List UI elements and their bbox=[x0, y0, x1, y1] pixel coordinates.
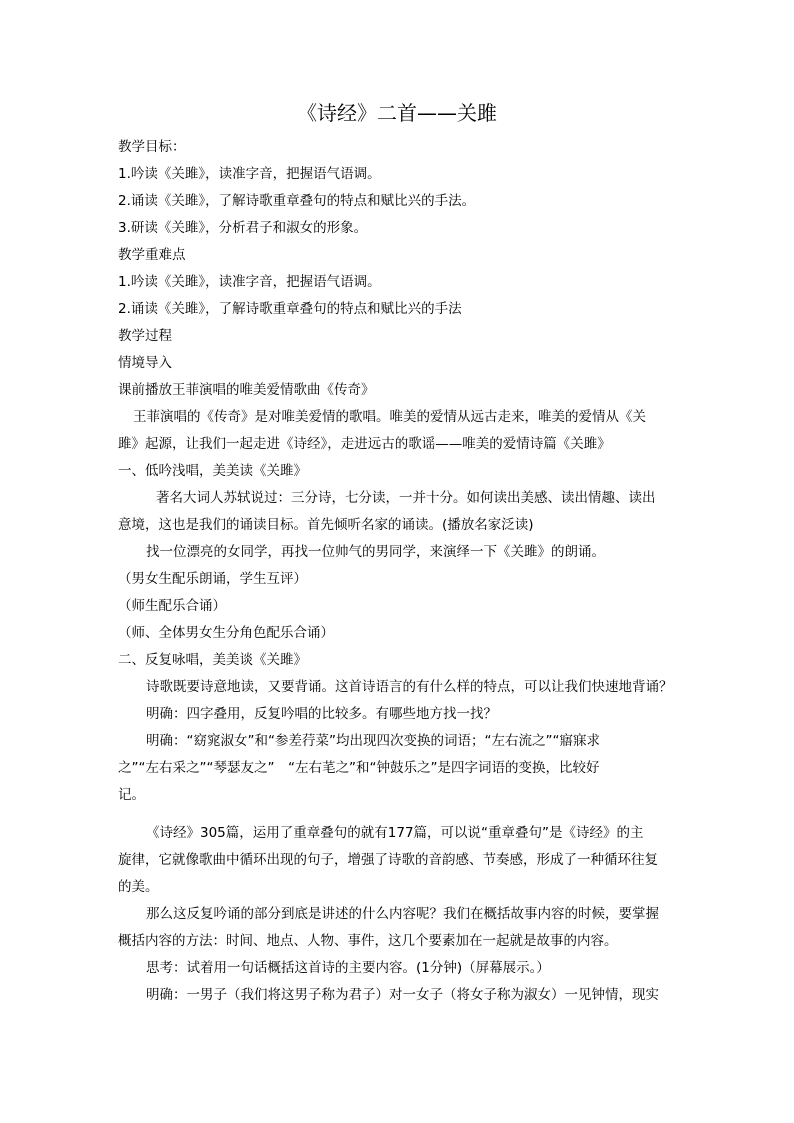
difficulty-item-2: 2.诵读《关雎》，了解诗歌重章叠句的特点和赋比兴的手法 bbox=[118, 301, 462, 317]
paragraph-line: 旋律，它就像歌曲中循环出现的句子，增强了诗歌的音韵感、节奏感，形成了一种循环往复 bbox=[118, 852, 658, 868]
heading-key-difficulties: 教学重难点 bbox=[118, 247, 186, 263]
paragraph-line: 明确：四字叠用，反复吟唱的比较多。有哪些地方找一找？ bbox=[146, 706, 497, 722]
paragraph-line: 诗歌既要诗意地读，又要背诵。这首诗语言的有什么样的特点，可以让我们快速地背诵？ bbox=[146, 679, 673, 695]
paragraph-line: 著名大词人苏轼说过：三分诗，七分读，一并十分。如何读出美感、读出情趣、读出 bbox=[156, 490, 656, 506]
difficulty-item-1: 1.吟读《关雎》，读准字音，把握语气语调。 bbox=[118, 274, 381, 290]
goal-item-3: 3.研读《关雎》，分析君子和淑女的形象。 bbox=[118, 220, 368, 236]
paragraph-line: （师生配乐合诵） bbox=[118, 598, 226, 614]
paragraph-line: 明确：一男子（我们将这男子称为君子）对一女子（将女子称为淑女）一见钟情，现实 bbox=[146, 987, 659, 1003]
paragraph-line: 《诗经》305篇，运用了重章叠句的就有177篇，可以说“重章叠句”是《诗经》的主 bbox=[146, 825, 644, 841]
paragraph-spacing bbox=[118, 809, 690, 820]
paragraph-line: 雎》起源，让我们一起走进《诗经》，走进远古的歌谣——唯美的爱情诗篇《关雎》 bbox=[118, 436, 611, 452]
goal-item-2: 2.诵读《关雎》，了解诗歌重章叠句的特点和赋比兴的手法。 bbox=[118, 193, 476, 209]
paragraph-line: （男女生配乐朗诵，学生互评） bbox=[118, 571, 307, 587]
document-title: 《诗经》二首——关雎 bbox=[297, 101, 497, 125]
paragraph-line: 记。 bbox=[118, 787, 145, 803]
document-body bbox=[118, 134, 690, 1009]
paragraph-line: 概括内容的方法：时间、地点、人物、事件，这几个要素加在一起就是故事的内容。 bbox=[118, 933, 618, 949]
paragraph-line: 王菲演唱的《传奇》是对唯美爱情的歌唱。唯美的爱情从远古走来，唯美的爱情从《关 bbox=[133, 409, 646, 425]
section-heading-2: 二、反复咏唱，美美谈《关雎》 bbox=[118, 652, 307, 668]
paragraph-line: 明确：“窈窕淑女”和“参差荇菜”均出现四次变换的词语；“左右流之”“寤寐求 bbox=[146, 733, 600, 749]
heading-teaching-process: 教学过程 bbox=[118, 328, 172, 344]
heading-scenario-intro: 情境导入 bbox=[118, 355, 172, 371]
paragraph-line: 意境，这也是我们的诵读目标。首先倾听名家的诵读。(播放名家泛读) bbox=[118, 517, 534, 533]
paragraph-line: 课前播放王菲演唱的唯美爱情歌曲《传奇》 bbox=[118, 382, 375, 398]
paragraph-line: 之”“左右采之”“琴瑟友之” “左右芼之”和“钟鼓乐之”是四字词语的变换，比较好 bbox=[118, 760, 600, 776]
heading-teaching-goals: 教学目标： bbox=[118, 139, 186, 155]
paragraph-line: 的美。 bbox=[118, 879, 159, 895]
paragraph-line: （师、全体男女生分角色配乐合诵） bbox=[118, 625, 334, 641]
section-heading-1: 一、低吟浅唱，美美读《关雎》 bbox=[118, 463, 307, 479]
paragraph-line: 找一位漂亮的女同学，再找一位帅气的男同学，来演绎一下《关雎》的朗诵。 bbox=[146, 544, 605, 560]
goal-item-1: 1.吟读《关雎》，读准字音，把握语气语调。 bbox=[118, 166, 381, 182]
paragraph-line: 那么这反复吟诵的部分到底是讲述的什么内容呢？我们在概括故事内容的时候，要掌握 bbox=[146, 906, 659, 922]
paragraph-line: 思考：试着用一句话概括这首诗的主要内容。(1分钟)（屏幕展示。） bbox=[146, 960, 550, 976]
